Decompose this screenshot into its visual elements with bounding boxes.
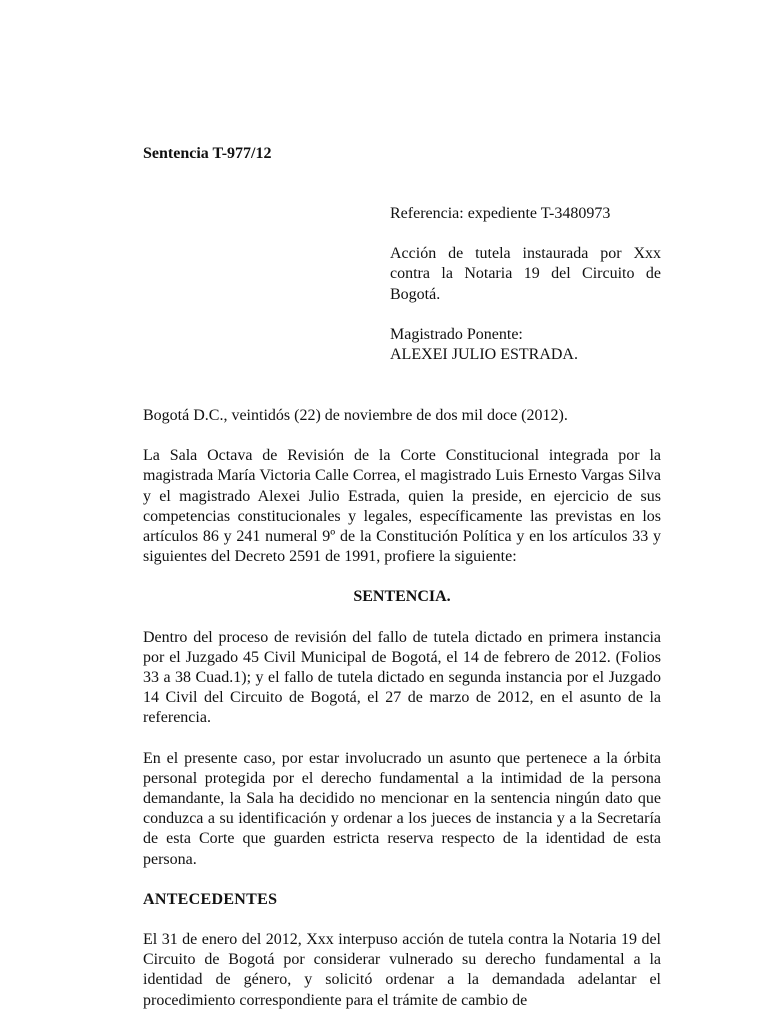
sentencia-heading: SENTENCIA. xyxy=(353,588,451,606)
document-title: Sentencia T-977/12 xyxy=(143,145,272,162)
reserva-paragraph: En el presente caso, por estar involucrado un asunto que pertenece a la órbita personal protegida por el derecho fundamental a la intimidad de la persona demandante, la Sala ha decidido no mencionar en la sentencia ningún dato que conduzca a su identificación y ordenar a los jueces de instancia y a la Secretaría de esta Corte que guarden estricta reserva respecto de la identidad de esta persona. xyxy=(143,749,661,868)
antecedentes-paragraph: El 31 de enero del 2012, Xxx interpuso acción de tutela contra la Notaria 19 del Circuito de Bogotá por considerar vulnerado su derecho fundamental a la identidad de género, y solicitó ordenar a la demandada adelantar el procedimiento correspondiente para el trámite de cambio de xyxy=(143,931,661,1009)
reference-block xyxy=(390,204,661,365)
date-line: Bogotá D.C., veintidós (22) de noviembre de dos mil doce (2012). xyxy=(143,407,568,424)
magistrado-label: Magistrado Ponente: xyxy=(390,325,523,343)
proceso-paragraph: Dentro del proceso de revisión del fallo de tutela dictado en primera instancia por el Juzgado 45 Civil Municipal de Bogotá, el 14 de febrero de 2012. (Folios 33 a 38 Cuad.1); y el fallo de tutela dictado en segunda instancia por el Juzgado 14 Civil del Circuito de Bogotá, el 27 de marzo de 2012, en el asunto de la referencia. xyxy=(143,628,661,727)
magistrado-name: ALEXEI JULIO ESTRADA. xyxy=(390,346,578,364)
magistrado-block xyxy=(390,325,661,365)
intro-paragraph: La Sala Octava de Revisión de la Corte Constitucional integrada por la magistrada María Victoria Calle Correa, el magistrado Luis Ernesto Vargas Silva y el magistrado Alexei Julio Estrada, quien la preside, en ejercicio de sus competencias constitucionales y legales, específicamente las previstas en los artículos 86 y 241 numeral 9º de la Constitución Política y en los artículos 33 y siguientes del Decreto 2591 de 1991, profiere la siguiente: xyxy=(143,447,661,566)
reference-accion: Acción de tutela instaurada por Xxx contra la Notaria 19 del Circuito de Bogotá. xyxy=(390,245,661,303)
document-body xyxy=(143,406,661,1024)
antecedentes-heading: ANTECEDENTES xyxy=(143,890,278,908)
reference-expediente: Referencia: expediente T-3480973 xyxy=(390,205,611,222)
